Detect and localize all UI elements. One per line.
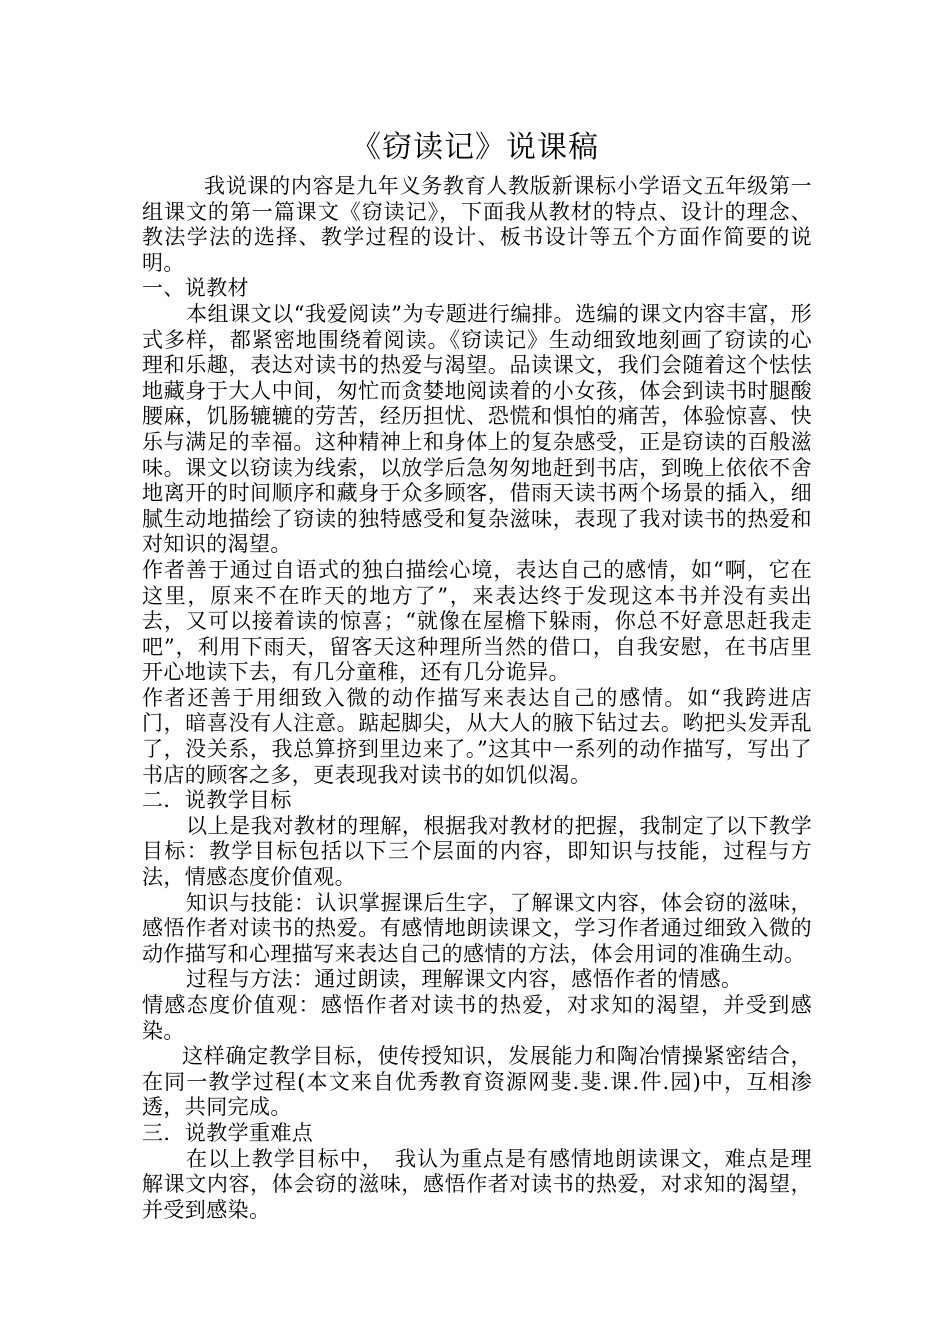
section1-paragraph-2: 作者善于通过自语式的独白描绘心境，表达自己的感情，如“啊，它在这里，原来不在昨天的地方了”，来表达终于发现这本书并没有卖出去，又可以接着读的惊喜；“就像在屋檐下躲雨，你总不好意思赶我走吧”，利用下雨天，留客天这种理所当然的借口，自我安慰，在书店里开心地读下去，有几分童稚，还有几分诡异。 [142, 557, 812, 685]
section2-paragraph-5: 这样确定教学目标，使传授知识，发展能力和陶冶情操紧密结合，在同一教学过程(本文来自优秀教育资源网斐.斐.课.件.园)中，互相渗透，共同完成。 [142, 1044, 812, 1120]
section1-paragraph-1: 本组课文以“我爱阅读”为专题进行编排。选编的课文内容丰富，形式多样，都紧密地围绕着阅读。《窃读记》生动细致地刻画了窃读的心理和乐趣，表达对读书的热爱与渴望。品读课文，我们会随着这个怯怯地藏身于大人中间，匆忙而贪婪地阅读着的小女孩，体会到读书时腿酸腰麻，饥肠辘辘的劳苦，经历担忧、恐慌和惧怕的痛苦，体验惊喜、快乐与满足的幸福。这种精神上和身体上的复杂感受，正是窃读的百般滋味。课文以窃读为线索，以放学后急匆匆地赶到书店，到晚上依依不舍地离开的时间顺序和藏身于众多顾客，借雨天读书两个场景的插入，细腻生动地描绘了窃读的独特感受和复杂滋味，表现了我对读书的热爱和对知识的渴望。 [142, 301, 812, 557]
section2-heading: 二．说教学目标 [142, 788, 292, 813]
section1-paragraph-3: 作者还善于用细致入微的动作描写来表达自己的感情。如“我跨进店门，暗喜没有人注意。踮起脚尖，从大人的腋下钻过去。哟把头发弄乱了，没关系，我总算挤到里边来了。”这其中一系列的动作描写，写出了书店的顾客之多，更表现我对读书的如饥似渴。 [142, 685, 812, 787]
section2-paragraph-1: 以上是我对教材的理解，根据我对教材的把握，我制定了以下教学目标：教学目标包括以下三个层面的内容，即知识与技能，过程与方法，情感态度价值观。 [142, 813, 812, 890]
section1-heading: 一、说教材 [142, 276, 249, 301]
section3-heading: 三．说教学重难点 [142, 1120, 314, 1145]
section3-paragraph-1: 在以上教学目标中， 我认为重点是有感情地朗读课文，难点是理解课文内容，体会窃的滋味，感悟作者对读书的热爱，对求知的渴望，并受到感染。 [142, 1146, 812, 1222]
section2-paragraph-2: 知识与技能：认识掌握课后生字，了解课文内容，体会窃的滋味，感悟作者对读书的热爱。有感情地朗读课文，学习作者通过细致入微的动作描写和心理描写来表达自己的感情的方法，体会用词的准确生动。 [142, 890, 812, 966]
section2-paragraph-3: 过程与方法：通过朗读，理解课文内容，感悟作者的情感。 [186, 967, 743, 992]
intro-paragraph: 我说课的内容是九年义务教育人教版新课标小学语文五年级第一组课文的第一篇课文《窃读记》，下面我从教材的特点、设计的理念、教法学法的选择、教学过程的设计、板书设计等五个方面作简要的说明。 [142, 174, 812, 275]
document-title: 《窃读记》说课稿 [351, 130, 599, 165]
section2-paragraph-4: 情感态度价值观：感悟作者对读书的热爱，对求知的渴望，并受到感染。 [142, 993, 812, 1043]
document-body [142, 174, 812, 1223]
